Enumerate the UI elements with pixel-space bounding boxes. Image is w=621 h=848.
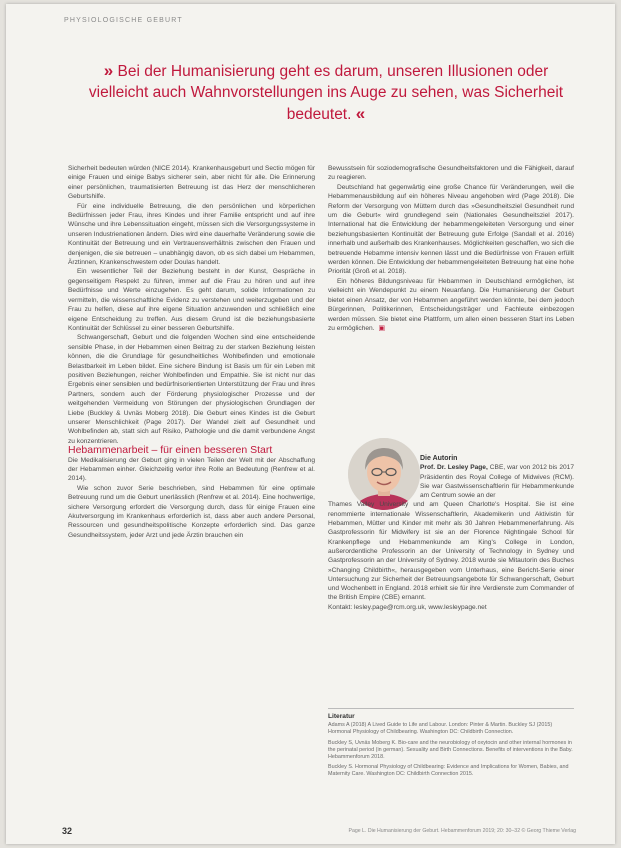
left-column [68,164,315,540]
author-text-block [328,438,574,612]
literature-box [328,708,574,782]
literature-heading: Literatur [328,713,355,720]
body-paragraph: Schwangerschaft, Geburt und die folgenden Wochen sind eine entscheidende sensible Phase, in der Hebammen einen Beitrag zu der starken Beziehung leisten können, die die Grundlage für gesundheitliches Wohlbefinden und emotionale Belastbarkeit im Leben bildet. Eine sichere Bindung ist Basis um für ein Leben mit positiven Beziehungen, reicher Wohlbefinden und Empathie. Sie ist nicht nur das Ergebnis einer sensiblen und bedürfnisorientierten Unterstützung der Frau und ihres Partners, sondern auch der Förderung physiologischer Prozesse und der weitgehenden Vermeidung von Störungen der physiologischen Grundlagen der Liebe (Buckley & Uvnäs Moberg 2018). Die Geburt eines Kindes ist die Geburt unserer Menschlichkeit (Page 2017). Der Wandel zielt auf Gesundheit und Wohlbefinden ab, statt sich auf Risiko, Pathologie und die damit verbundene Angst zu konzentrieren. [68,334,315,445]
author-bio: Thames Valley University und am Queen Charlotte's Hospital. Sie ist eine renommierte internationale Wissenschaftlerin, Akademikerin und Aktivistin für Hebammen, Mütter und Kinder mit mehr als 30 Jahren Hebammenerfahrung. Als Gastprofessorin für Midwifery ist sie an der Florence Nightingale School für Krankenpflege und Hebammenkunde am King's College in London, außerordentliche Professorin an der University of Technology in Sydney und Gastprofessorin an der University of Sydney. 2018 wurde sie Mitautorin des Buches »Changing Childbirth«, herausgegeben vom Unterhaus, eine Bericht-Serie einer Untersuchung zur Sicherheit der Betreuungsangebote für Schwangerschaft, Geburt und Wochenbett in England. 2018 erhielt sie für ihre Verdienste zum Commander of the British Empire (CBE) ernannt. [328,501,574,602]
author-box [328,438,574,688]
body-paragraph: Für eine individuelle Betreuung, die den persönlichen und körperlichen Bedürfnissen jeder Frau, ihres Kindes und ihrer Familie entspricht und auf ihre Wünsche und ihre Lebenssituation eingeht, müssen sich die Versorgungssysteme in unseren Industrienationen ändern. Dies wird eine dauerhafte Veränderung sowie die Kontinuität der Betreuung und ein Vertrauensverhältnis zwischen den Frauen und denjenigen, die sie betreuen – unabhängig davon, ob es sich dabei um Hebammen, Ärztinnen, Krankenschwestern oder Doulas handelt. [68,202,315,267]
body-paragraph-text: Ein höheres Bildungsniveau für Hebammen in Deutschland ermöglichen, ist vielleicht ein Wendepunkt zu einem Neuanfang. Die Humanisierung der Geburt bietet einen Ansatz, der von Hebammen angeführt werden könnte, bei dem jedoch Bürgerinnen, Politikerinnen, Entscheidungsträger und Fachleute einbezogen werden müssen. Sie bietet eine Plattform, um allen einen besseren Start ins Leben zu ermöglichen. [328,277,574,332]
pull-quote [76,60,576,125]
quote-open-mark: » [103,61,114,80]
end-of-article-icon: ▣ [378,324,386,332]
right-column [328,164,574,333]
author-bio-head [420,463,574,500]
body-paragraph: Deutschland hat gegenwärtig eine große Chance für Veränderungen, weil die Hebammenausbildung auf ein höheres Niveau angehoben wird (Page 2018). Die Reform der Versorgung von Müttern durch das »Gesundheitsziel Gesundheit rund um die Geburt« wird grundlegend sein (Nationales Gesundheitsziel 2017). International hat die Entwicklung der hebammengeleiteten Versorgung und einer beziehungsbasierten Kontinuität der Betreuung gute Erfolge (Sandall et al. 2016) innerhalb und außerhalb des Krankenhauses. Möglichkeiten geschaffen, wo sich die betreuende Hebamme intensiv kennen lässt und die Bedürfnisse von Frauen erfüllt werden können. Die Entwicklung der hebammengeleiteten Betreuung hat eine hohe Priorität (Groß et al. 2018). [328,183,574,276]
body-paragraph: Ein wesentlicher Teil der Beziehung besteht in der Kunst, Gespräche in gegenseitigem Respekt zu führen, immer auf die Frau zu hören und auf ihre Bedürfnisse und Werte einzugehen. Es geht darum, solide Informationen zu vermitteln, die wissenschaftliche Evidenz zu verstehen und weiterzugeben und der Frau zu helfen, diese auf ihre eigene Situation anzuwenden und schließlich eine eigene Entscheidung zu treffen. Aus diesem Grund ist die beziehungsbasierte Kontinuität der Schlüssel zu einer besseren Geburtshilfe. [68,268,315,332]
pull-quote-text: Bei der Humanisierung geht es darum, unseren Illusionen oder vielleicht auch Wahnvorstellungen ins Auge zu sehen, was Sicherheit bedeutet. [88,63,564,123]
literature-item: Buckley S. Hormonal Physiology of Childbearing: Evidence and Implications for Women, Babies, and Maternity Care. Washington DC: Childbirth Connection 2015. [328,764,569,778]
author-heading: Die Autorin [420,455,458,462]
footer-citation: Page L. Die Humanisierung der Geburt. Hebammenforum 2019; 20: 30–32 © Georg Thieme Verlag [348,828,576,834]
body-paragraph: Wie schon zuvor Serie beschrieben, sind Hebammen für eine optimale Betreuung rund um die Geburt unerlässlich (Renfrew et al. 2014). Eine hochwertige, sichere Versorgung erfordert die Versorgung durch, dass für einige Frauen eine Akutversorgung im Krankenhaus erforderlich ist, dass aber auch andere Personal, Ressourcen und gesundheitspolitische Konzepte erforderlich sind. Das ganze Gesundheitssystem, jeder Arzt und jede Ärztin brauchen ein [68,484,315,539]
section-subheading: Hebammenarbeit – für einen besseren Start [68,444,273,457]
section-rubric: PHYSIOLOGISCHE GEBURT [64,17,183,24]
magazine-page [6,4,615,844]
quote-close-mark: « [355,104,366,123]
body-paragraph [328,277,574,333]
author-name: Prof. Dr. Lesley Page, [420,464,488,472]
author-contact: Kontakt: lesley.page@rcm.org.uk, www.lesleypage.net [328,603,487,611]
body-paragraph: Sicherheit bedeuten würden (NICE 2014). Krankenhausgeburt und Sectio mögen für einige Frauen und einige Babys sicherer sein, aber nicht für alle. Die Erinnerung einer persönlichen, traumatisierten Betreuung ist das Herz der menschlicheren Geburtshilfe. [68,165,315,201]
literature-item: Buckley S, Uvnäs Moberg K. Bio-care and the neurobiology of oxytocin and other internal hormones in the perinatal period (in german). Sexuality and Birth Connections. Benefits of interventions in the Baby. Hebammenforum 2018. [328,739,573,761]
body-paragraph: Die Medikalisierung der Geburt ging in vielen Teilen der Welt mit der Abschaffung der Hebammen einher. Gleichzeitig verlor ihre Rolle an Bedeutung (Renfrew et al. 2014). [68,456,315,483]
page-number: 32 [62,826,73,836]
author-bio-intro: CBE, war von 2012 bis 2017 Präsidentin des Royal College of Midwives (RCM). Sie war Gastwissenschaftlerin für Hebammenkunde am Centrum sowie an der [420,464,574,500]
body-paragraph: Bewusstsein für soziodemografische Gesundheitsfaktoren und die Fähigkeit, darauf zu reagieren. [328,165,574,182]
literature-item: Adams A (2018) A Lived Guide to Life and Labour. London: Pinter & Martin. Buckley SJ (2015) Hormonal Physiology of Childbearing. Washington DC: Childbirth Connection. [328,722,553,736]
